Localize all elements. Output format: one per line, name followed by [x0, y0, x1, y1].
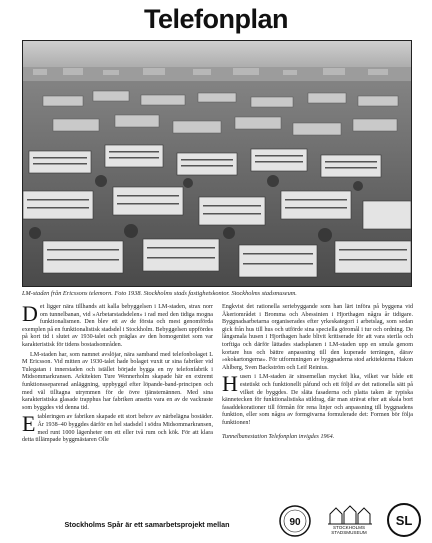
photo-caption: LM-staden från Ericssons telетorn. Foto 1938. Stockholms stads fastighetskontor. Stockholms stadsmuseum. — [22, 290, 297, 297]
aerial-photo — [22, 40, 412, 287]
footer-text: Stockholms Spår är ett samarbetsprojekt mellan — [64, 520, 230, 529]
sl-label: SL — [395, 513, 413, 528]
seal-logo-icon — [278, 504, 312, 538]
stadsmuseum-label: STOCKHOLMS STADSMUSEUM — [331, 525, 367, 535]
paragraph: Husen i LM-staden är sinsemellan mycket lika, vilket var både ett estetiskt och funktionellt påfund och ett följd av det rationella sätt på vilket de byggdes. De släta fasaderna och platta taken är typiska kännetecken för funktionalistiska stildrag, där man strävat efter att skala bort fasaddekorationer till förmån för rena linjer och anpassning till byggnadens funktion, eller som några av formgivarna formulerade det: Formen bör följa funktionen! — [222, 371, 413, 426]
paragraph: Engkvist det rationella seriebyggande som han lärt införa på byggena vid Åkeriområdet i Bromma och Abessinien i Hjorthagen några år tidigare. Byggnadsarbetarna organiserades efter yrkeskategori i arbetslag, som sedan gick från hus till hus och utförde sina speciella göromål i tur och ordning. De långsmala husen i Hjorthagen hade blivit kritiserade för att vara sterila och torftiga och därför lättades stadsplanen i LM-staden upp en smula genom kortare hus och bättre anpassning till den kuperade terrängen, därav »skokartongerna». För utformningen av byggnaderna stod arkitekterna Hakon Ahlberg, Sven Backström och Leif Reinius. — [222, 304, 413, 371]
text-column-right — [222, 304, 413, 443]
paragraph: Det ligger nära tillhands att kalla bebyggelsen i LM-staden, strax norr om tunnelbanan, vid »Arbetarstadsdelen» i rad med den tidiga mogna funktionalismen. Den blev ett av de första och mest genomförda exemplen på en funktionalistisk stadsdel i Stockholm. Bebyggelsen uppfördes på kort tid i slutet av 1930-talet och präglas av den homogenitet som var karakteristisk för tidens bostadsområden. — [22, 301, 213, 348]
city-aerial-image — [23, 41, 411, 286]
drop-cap: D — [22, 301, 38, 326]
drop-cap: E — [22, 411, 36, 437]
drop-cap: H — [222, 371, 238, 397]
sl-logo-icon — [386, 502, 422, 538]
text-column-left — [22, 301, 213, 447]
paragraph: LM-staden har, som namnet avslöjar, nära samband med telefonbolaget L M Ericsson. Vid mitten av 1930-talet hade bolaget vuxit ur sina fabriker vid Tulegatan i innerstaden och istället började bygga en ny telefonfabrik i Midsommarkransen. Arkitekten Ture Wennerholm skapade här en extremt funktionsseparerad anläggning, uppbyggd efter löpande-band-principen och med väl tilltagna utrymmen för de övre tjänstemännen. Med sina karakteristiska glasade trapphus har fabriken ansetts vara en av de vackraste som byggdes vid denna tid. — [22, 351, 213, 411]
closing-note: Tunnelbanestation Telefonplan invigdes 1964. — [222, 433, 335, 440]
stadsmuseum-logo-icon — [326, 504, 374, 526]
seal-label: 90 — [289, 517, 301, 528]
page-title: Telefonplan — [143, 4, 288, 34]
paragraph: Etableringen av fabriken skapade ett stort behov av närbelägna bostäder. År 1938–40 byggdes därför en hel stadsdel i södra Midsommarkransen, med runt 1000 lägenheter om ett eller två rum och kök. För att klara detta tillämpade byggmästaren Olle — [22, 411, 213, 444]
